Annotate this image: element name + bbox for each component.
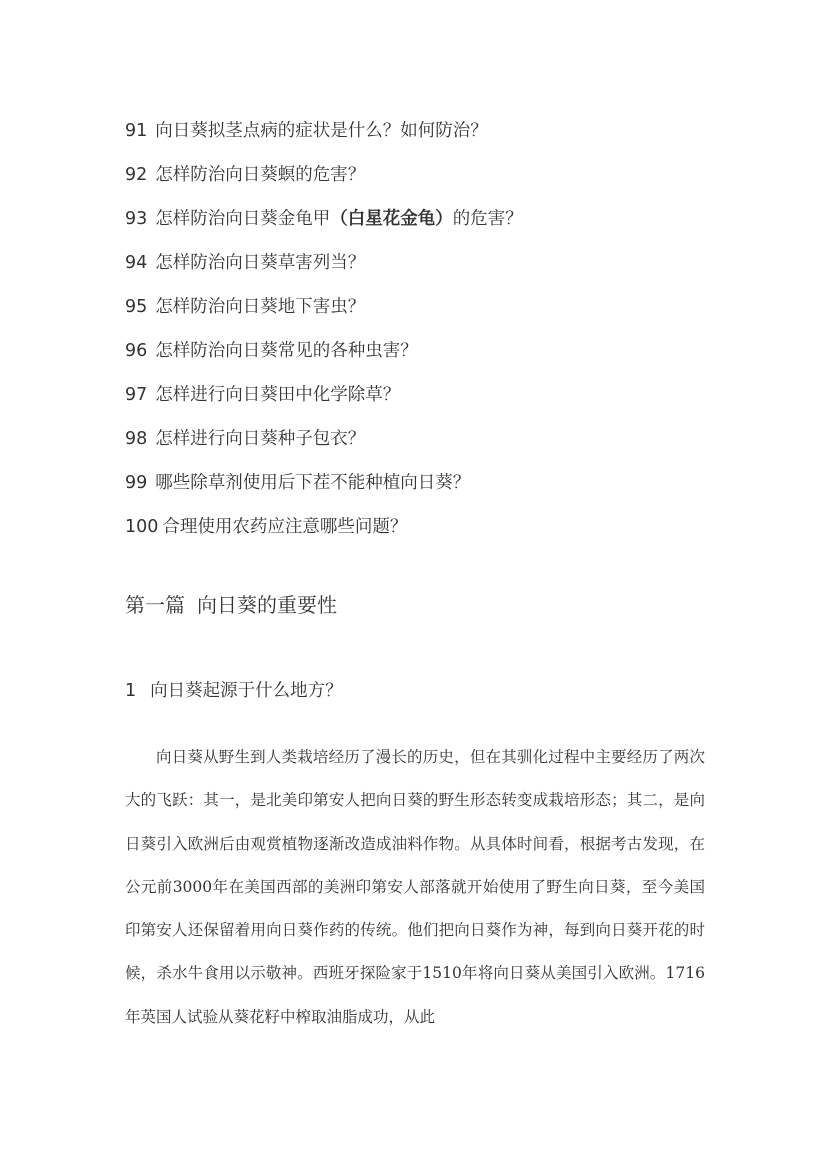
toc-item-number: 93: [125, 209, 148, 229]
toc-item[interactable]: [125, 514, 725, 558]
toc-item-bold-text: （白星花金龟）: [330, 209, 453, 229]
toc-item-text: 哪些除草剂使用后下茬不能种植向日葵？: [155, 473, 471, 493]
section-heading: [125, 678, 343, 704]
toc-item[interactable]: [125, 162, 725, 206]
toc-item-number: 98: [125, 429, 148, 449]
toc-item[interactable]: [125, 470, 725, 514]
toc-item-number: 99: [125, 473, 148, 493]
toc-item-text-after: 的危害？: [452, 209, 523, 229]
part-title: 向日葵的重要性: [197, 593, 337, 617]
toc-item-number: 96: [125, 341, 148, 361]
toc-item-number: 97: [125, 385, 148, 405]
toc-item-text: 怎样防治向日葵螟的危害？: [155, 165, 366, 185]
toc-item-text: 怎样进行向日葵田中化学除草？: [155, 385, 401, 405]
toc-item[interactable]: [125, 294, 725, 338]
toc-item[interactable]: [125, 206, 725, 250]
toc-item-number: 91: [125, 121, 148, 141]
part-number: 第一篇: [125, 593, 185, 617]
section-title: 向日葵起源于什么地方？: [150, 681, 343, 701]
toc-item-number: 95: [125, 297, 148, 317]
toc-item-text: 合理使用农药应注意哪些问题？: [162, 517, 408, 537]
toc-item-text: 向日葵拟茎点病的症状是什么？如何防治？: [155, 121, 488, 141]
toc-item-number: 94: [125, 253, 148, 273]
toc-item-text: 怎样防治向日葵常见的各种虫害？: [155, 341, 418, 361]
toc-item[interactable]: [125, 426, 725, 470]
toc-item-text: 怎样进行向日葵种子包衣？: [155, 429, 366, 449]
toc-item-text: 怎样防治向日葵地下害虫？: [155, 297, 366, 317]
toc-item-text: 怎样防治向日葵草害列当？: [155, 253, 366, 273]
table-of-contents: [125, 118, 725, 558]
toc-item[interactable]: [125, 118, 725, 162]
toc-item[interactable]: [125, 338, 725, 382]
toc-item-number: 92: [125, 165, 148, 185]
section-number: 1: [125, 681, 137, 701]
toc-item-text: 怎样防治向日葵金龟甲: [155, 209, 331, 229]
toc-item[interactable]: [125, 382, 725, 426]
toc-item-number: 100: [125, 517, 159, 537]
toc-item[interactable]: [125, 250, 725, 294]
part-heading: [125, 591, 337, 619]
body-paragraph: 向日葵从野生到人类栽培经历了漫长的历史，但在其驯化过程中主要经历了两次大的飞跃：其一，是北美印第安人把向日葵的野生形态转变成栽培形态；其二，是向日葵引入欧洲后由观赏植物逐渐改造成油料作物。从具体时间看，根据考古发现，在公元前3000年在美国西部的美洲印第安人部落就开始使用了野生向日葵，至今美国印第安人还保留着用向日葵作药的传统。他们把向日葵作为神，每到向日葵开花的时候，杀水牛食用以示敬神。西班牙探险家于1510年将向日葵从美国引入欧洲。1716年英国人试验从葵花籽中榨取油脂成功，从此: [125, 748, 705, 1026]
